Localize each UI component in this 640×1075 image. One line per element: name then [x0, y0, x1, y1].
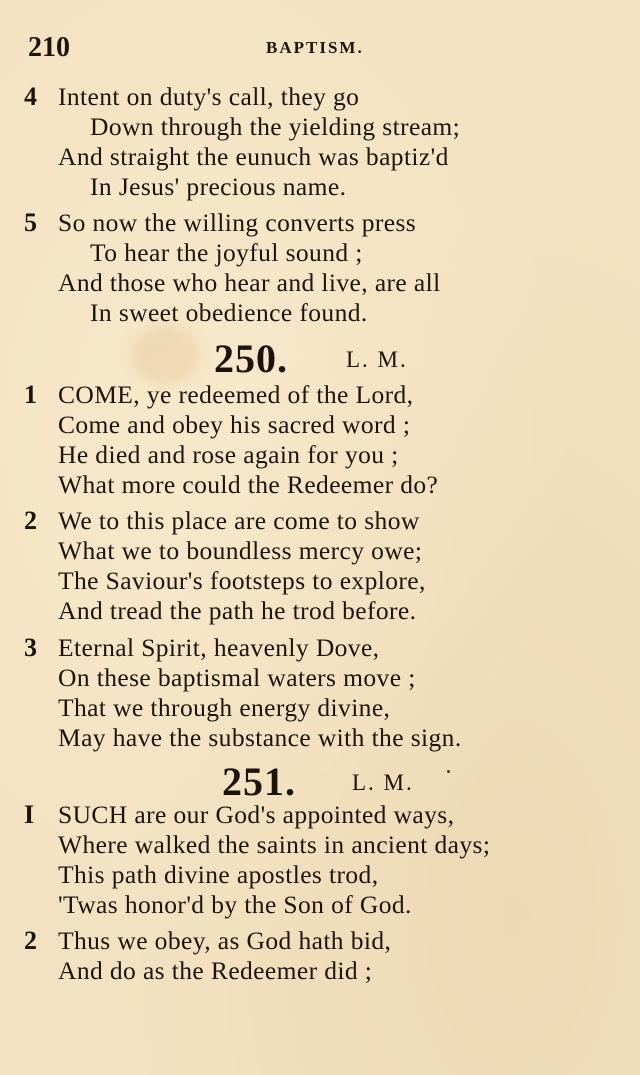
verse-line: This path divine apostles trod,: [58, 860, 379, 889]
verse-line: Eternal Spirit, heavenly Dove,: [58, 633, 380, 662]
verse-line: And straight the eunuch was baptiz'd: [58, 142, 449, 171]
verse-line: And do as the Redeemer did ;: [58, 956, 373, 985]
verse-line: And those who hear and live, are all: [58, 268, 441, 297]
hymn-251-heading: [0, 761, 640, 803]
verse-line: On these baptismal waters move ;: [58, 663, 416, 692]
verse-line: Where walked the saints in ancient days;: [58, 830, 491, 859]
stanza-number: 3: [24, 633, 37, 662]
stanza-number: 2: [24, 506, 37, 535]
page-number: 210: [28, 32, 70, 63]
verse-line: What we to boundless mercy owe;: [58, 536, 423, 565]
verse-line: We to this place are come to show: [58, 506, 420, 535]
stanza-number: 4: [24, 82, 37, 111]
hymn-number: 250.: [214, 336, 288, 381]
verse-line: COME, ye redeemed of the Lord,: [58, 380, 414, 409]
verse-line: SUCH are our God's appointed ways,: [58, 800, 455, 829]
stanza-number: I: [24, 800, 35, 829]
running-head: BAPTISM.: [266, 38, 364, 57]
stanza-number: 5: [24, 208, 37, 237]
verse-line: That we through energy divine,: [58, 693, 391, 722]
verse-line: The Saviour's footsteps to explore,: [58, 566, 426, 595]
verse-line: Thus we obey, as God hath bid,: [58, 926, 392, 955]
verse-line: In Jesus' precious name.: [90, 172, 347, 201]
verse-line: Come and obey his sacred word ;: [58, 410, 411, 439]
hymn-meter: L. M.: [352, 770, 414, 795]
page-header: [22, 30, 622, 66]
verse-line: What more could the Redeemer do?: [58, 470, 439, 499]
hymn-meter: L. M.: [346, 347, 408, 372]
verse-line: To hear the joyful sound ;: [90, 238, 363, 267]
verse-line: So now the willing converts press: [58, 208, 417, 237]
hymn-number: 251.: [222, 759, 296, 804]
verse-line: 'Twas honor'd by the Son of God.: [58, 890, 412, 919]
stanza-number: 1: [24, 380, 37, 409]
verse-line: Down through the yielding stream;: [90, 112, 461, 141]
verse-line: And tread the path he trod before.: [58, 596, 417, 625]
stanza-number: 2: [24, 926, 37, 955]
hymn-250-heading: [0, 338, 640, 380]
verse-line: He died and rose again for you ;: [58, 440, 399, 469]
verse-line: Intent on duty's call, they go: [58, 82, 360, 111]
verse-line: In sweet obedience found.: [90, 298, 368, 327]
verse-line: May have the substance with the sign.: [58, 723, 462, 752]
